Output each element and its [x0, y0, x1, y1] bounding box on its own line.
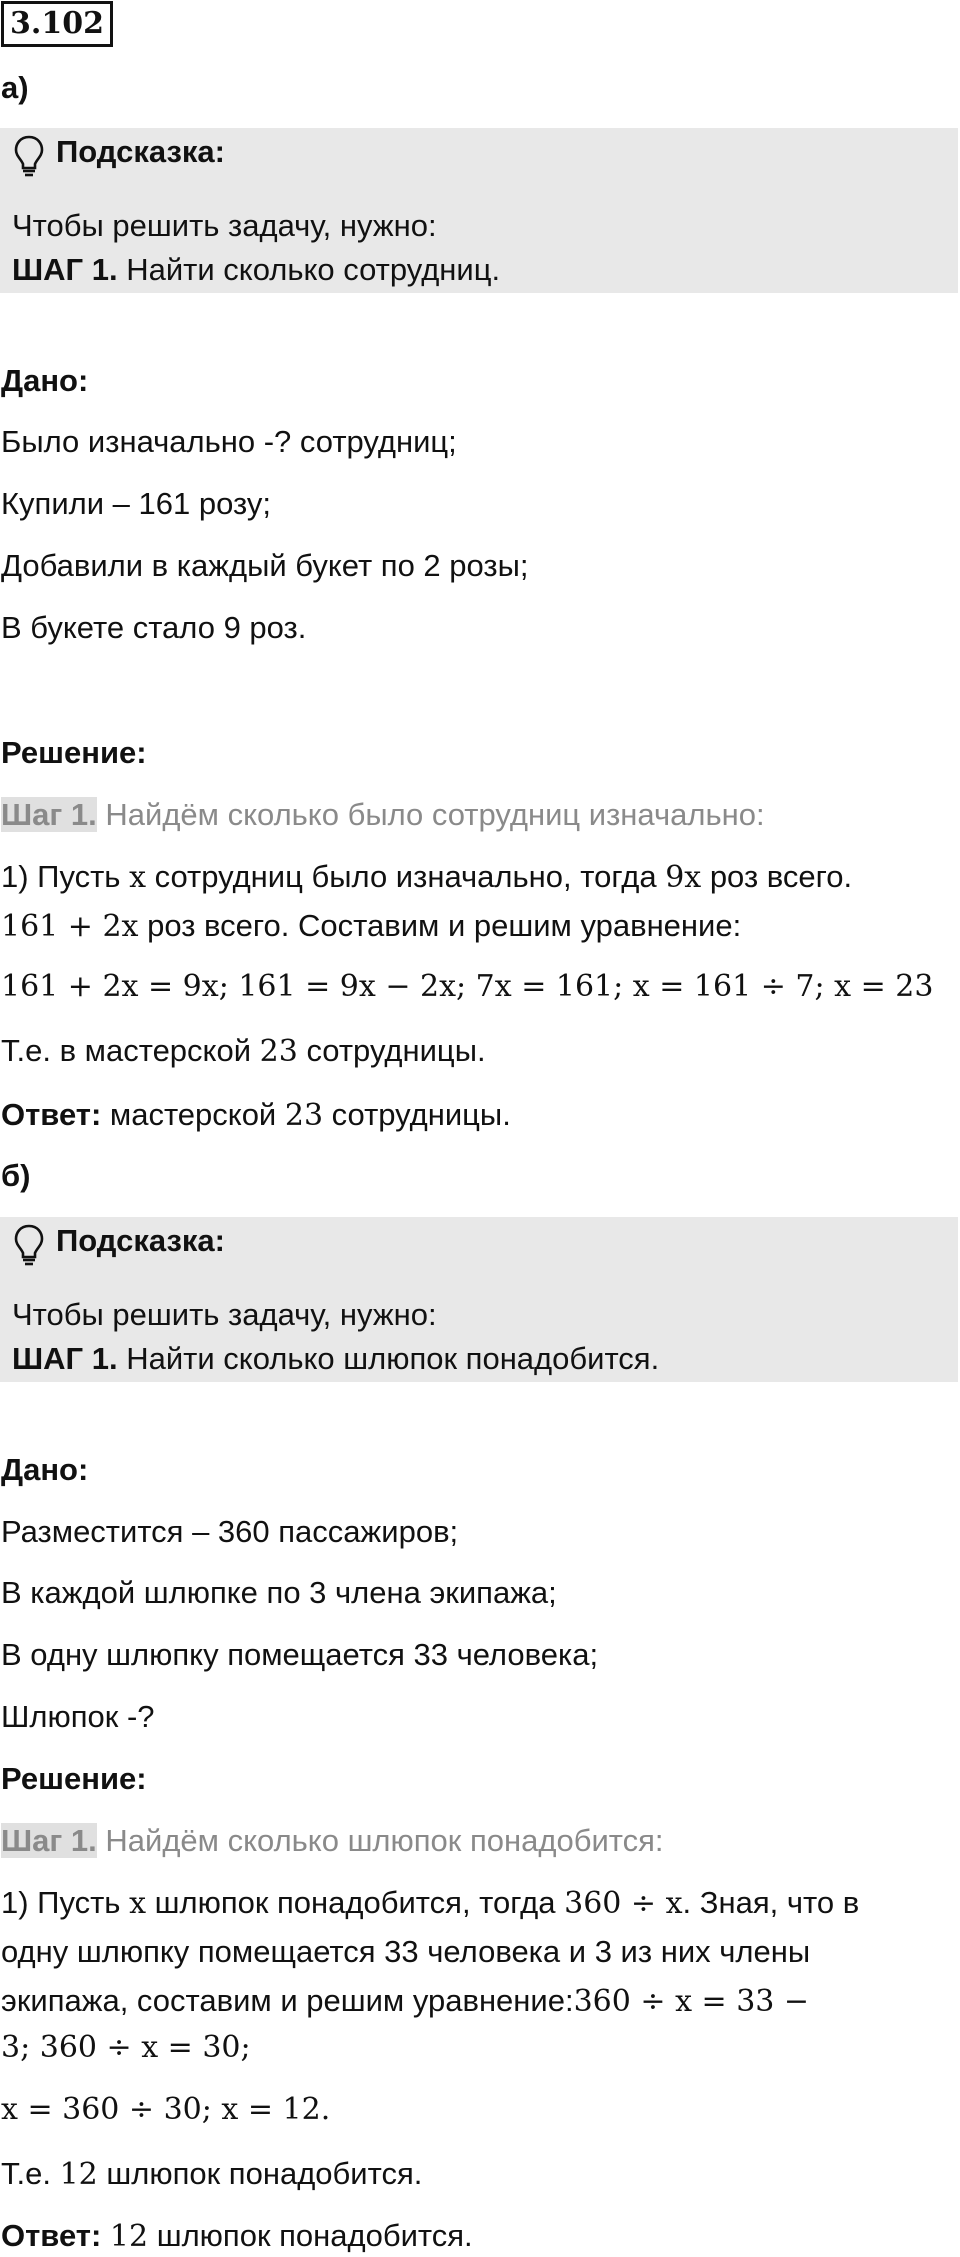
math-expr: 12: [109, 2219, 149, 2254]
text: роз всего.: [701, 859, 853, 894]
text: шлюпок понадобится.: [148, 2218, 473, 2253]
text: Т.е.: [1, 2156, 60, 2191]
lightbulb-icon: [12, 134, 46, 186]
hint-step: [12, 1341, 659, 1377]
given-item-b-3: В одну шлюпку помещается 33 человека;: [1, 1637, 599, 1672]
step-text: Найдём сколько шлюпок понадобится:: [96, 1823, 664, 1858]
given-item-b-2: В каждой шлюпке по 3 члена экипажа;: [1, 1575, 557, 1610]
hint-intro: Чтобы решить задачу, нужно:: [12, 1297, 437, 1332]
hint-box-b: [0, 1217, 958, 1382]
hint-step-label: ШАГ 1.: [12, 252, 118, 287]
math-expr: 360 ÷ x: [564, 1886, 683, 1921]
answer-a: [1, 1097, 511, 1134]
conclusion-b: [1, 2156, 422, 2193]
solution-line-b-1: [1, 1885, 859, 1922]
problem-number: 3.102: [1, 1, 113, 47]
answer-label: Ответ:: [1, 2218, 102, 2253]
part-b-label: б): [1, 1158, 31, 1193]
step-heading-b: [1, 1823, 664, 1859]
lightbulb-icon: [12, 1223, 46, 1275]
hint-step-label: ШАГ 1.: [12, 1341, 118, 1376]
text: сотрудниц было изначально, тогда: [146, 859, 666, 894]
answer-b: [1, 2218, 473, 2255]
text: мастерской: [101, 1097, 285, 1132]
step-label: Шаг 1.: [1, 1823, 97, 1858]
text: шлюпок понадобится, тогда: [146, 1885, 565, 1920]
hint-box-a: [0, 128, 958, 293]
math-expr: 12: [59, 2157, 98, 2192]
math-expr: 9x: [665, 860, 702, 895]
text: 1) Пусть: [1, 859, 130, 894]
text: . Зная, что в: [682, 1885, 860, 1920]
math-expr: 23: [284, 1098, 324, 1133]
step-text: Найдём сколько было сотрудниц изначально:: [96, 797, 765, 832]
solution-title-a: Решение:: [1, 735, 147, 770]
text: экипажа, составим и решим уравнение:: [1, 1983, 574, 2018]
text: шлюпок понадобится.: [97, 2156, 423, 2191]
hint-intro: Чтобы решить задачу, нужно:: [12, 208, 437, 243]
given-item-b-1: Разместится – 360 пассажиров;: [1, 1514, 459, 1549]
math-expr: 161 + 2x: [1, 909, 139, 944]
hint-step: [12, 252, 500, 288]
given-title-b: Дано:: [1, 1452, 89, 1487]
solution-title-b: Решение:: [1, 1761, 147, 1796]
text: сотрудницы.: [323, 1097, 511, 1132]
solution-line-b-3: [1, 1983, 809, 2020]
given-item-a-1: Было изначально -? сотрудниц;: [1, 424, 457, 459]
given-item-b-4: Шлюпок -?: [1, 1699, 155, 1734]
math-expr: x: [129, 860, 146, 895]
hint-title: Подсказка:: [56, 1223, 225, 1258]
solution-line-b-5: x = 360 ÷ 30; x = 12.: [1, 2092, 331, 2127]
equation-a: 161 + 2x = 9x; 161 = 9x − 2x; 7x = 161; x = 161 ÷ 7; x = 23: [1, 969, 934, 1004]
text: [101, 2218, 110, 2253]
text: роз всего. Составим и решим уравнение:: [138, 908, 742, 943]
solution-line-a-2: [1, 908, 741, 945]
math-expr: x: [129, 1886, 146, 1921]
solution-line-b-2: одну шлюпку помещается 33 человека и 3 из них члены: [1, 1934, 811, 1969]
given-item-a-4: В букете стало 9 роз.: [1, 610, 307, 645]
hint-step-text: Найти сколько шлюпок понадобится.: [117, 1341, 660, 1376]
given-title-a: Дано:: [1, 363, 89, 398]
solution-line-a-1: [1, 859, 852, 896]
text: Т.е. в мастерской: [1, 1033, 260, 1068]
given-item-a-2: Купили – 161 розу;: [1, 486, 271, 521]
part-a-label: а): [1, 70, 29, 105]
hint-step-text: Найти сколько сотрудниц.: [117, 252, 501, 287]
conclusion-a: [1, 1033, 486, 1070]
hint-title: Подсказка:: [56, 134, 225, 169]
answer-label: Ответ:: [1, 1097, 102, 1132]
math-expr: 23: [259, 1034, 298, 1069]
step-heading-a: [1, 797, 765, 833]
text: 1) Пусть: [1, 1885, 130, 1920]
given-item-a-3: Добавили в каждый букет по 2 розы;: [1, 548, 529, 583]
math-expr: 360 ÷ x = 33 −: [573, 1984, 810, 2019]
text: сотрудницы.: [297, 1033, 486, 1068]
solution-line-b-4: 3; 360 ÷ x = 30;: [1, 2030, 251, 2065]
step-label: Шаг 1.: [1, 797, 97, 832]
